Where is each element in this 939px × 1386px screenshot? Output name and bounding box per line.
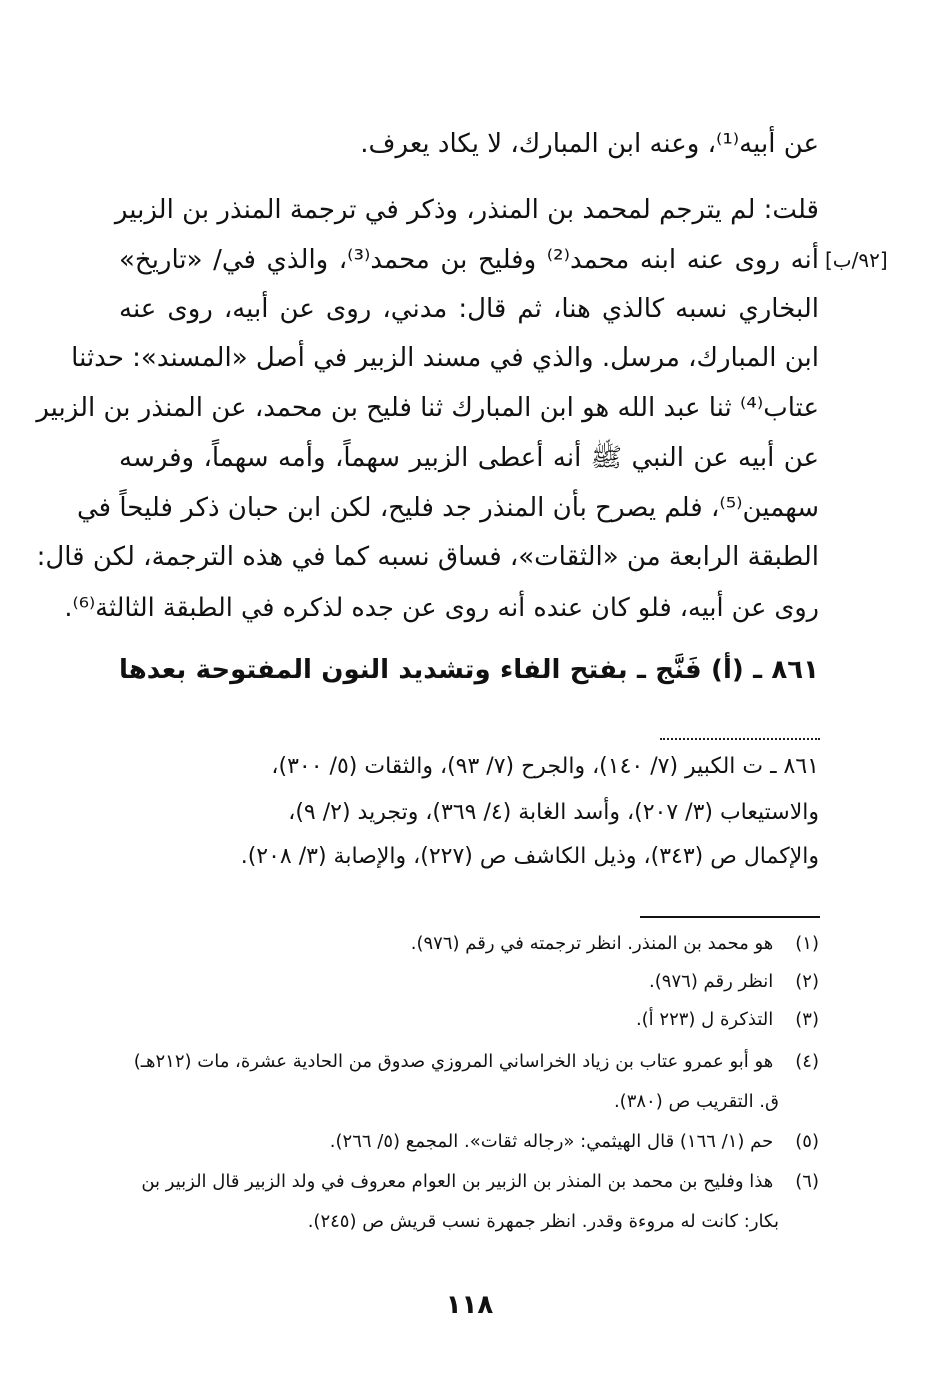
page-number: ١١٨ bbox=[445, 1290, 494, 1320]
main-text-line-8: سهمين⁽⁵⁾، فلم يصرح بأن المنذر جد فليح، لكن ابن حبان ذكر فليحاً في bbox=[77, 493, 819, 523]
main-text-line-5: ابن المبارك، مرسل. والذي في مسند الزبير في أصل «المسند»: حدثنا bbox=[71, 343, 819, 373]
main-text-line-4: البخاري نسبه كالذي هنا، ثم قال: مدني، روى عن أبيه، روى عنه bbox=[119, 294, 819, 324]
footnote-number: (٢) bbox=[795, 971, 819, 992]
footnote-text: هو أبو عمرو عتاب بن زياد الخراساني المروزي صدوق من الحادية عشرة، مات (٢١٢هـ) bbox=[133, 1051, 774, 1072]
footnote-text: حم (١/ ١٦٦) قال الهيثمي: «رجاله ثقات». المجمع (٥/ ٢٦٦). bbox=[329, 1131, 774, 1152]
footnote-rule bbox=[640, 916, 820, 918]
main-text-line-3-text: أنه روى عنه ابنه محمد⁽²⁾ وفليح بن محمد⁽³⁾، والذي في/ «تاريخ» bbox=[119, 245, 819, 275]
main-text-line-3 bbox=[119, 240, 888, 280]
footnote-number: (٤) bbox=[795, 1051, 819, 1072]
footnote-number: (٣) bbox=[795, 1009, 819, 1030]
footnote-6 bbox=[74, 1166, 819, 1198]
sources-line-1: ٨٦١ ـ ت الكبير (٧/ ١٤٠)، والجرح (٧/ ٩٣)، والثقات (٥/ ٣٠٠)، bbox=[271, 754, 819, 779]
main-text-line-7: عن أبيه عن النبي ﷺ أنه أعطى الزبير سهماً، وأمه سهماً، وفرسه bbox=[119, 443, 819, 473]
footnote-text: انظر رقم (٩٧٦). bbox=[649, 971, 774, 992]
footnote-6-continuation: بكار: كانت له مروءة وقدر. انظر جمهرة نسب قريش ص (٢٤٥). bbox=[307, 1211, 779, 1232]
main-text-line-2: قلت: لم يترجم لمحمد بن المنذر، وذكر في ترجمة المنذر بن الزبير bbox=[114, 195, 819, 225]
dotted-separator bbox=[660, 738, 820, 740]
main-text-line-6: عتاب⁽⁴⁾ ثنا عبد الله هو ابن المبارك ثنا فليح بن محمد، عن المنذر بن الزبير bbox=[36, 393, 819, 423]
main-text-line-10: روى عن أبيه، فلو كان عنده أنه روى عن جده لذكره في الطبقة الثالثة⁽⁶⁾. bbox=[64, 593, 819, 623]
footnote-text: هو محمد بن المنذر. انظر ترجمته في رقم (٩٧٦). bbox=[410, 933, 774, 954]
margin-folio-note: [٩٢/ب] bbox=[825, 248, 888, 272]
footnote-1 bbox=[74, 928, 819, 960]
footnote-text: هذا وفليح بن محمد بن المنذر بن الزبير بن العوام معروف في ولد الزبير قال الزبير بن bbox=[141, 1171, 774, 1192]
main-text-line-1: عن أبيه⁽¹⁾، وعنه ابن المبارك، لا يكاد يعرف. bbox=[360, 129, 819, 159]
footnote-4 bbox=[74, 1046, 819, 1078]
footnote-3 bbox=[74, 1004, 819, 1036]
footnote-2 bbox=[74, 966, 819, 998]
footnote-text: التذكرة ل (٢٢٣ أ). bbox=[635, 1009, 774, 1030]
footnote-number: (٥) bbox=[795, 1131, 819, 1152]
footnote-4-continuation: ق. التقريب ص (٣٨٠). bbox=[613, 1091, 779, 1112]
sources-line-2: والاستيعاب (٣/ ٢٠٧)، وأسد الغابة (٤/ ٣٦٩)، وتجريد (٢/ ٩)، bbox=[288, 800, 819, 825]
footnote-number: (٦) bbox=[795, 1171, 819, 1192]
sources-line-3: والإكمال ص (٣٤٣)، وذيل الكاشف ص (٢٢٧)، والإصابة (٣/ ٢٠٨). bbox=[240, 844, 819, 869]
entry-heading: ٨٦١ ـ (أ) فَنَّج ـ بفتح الفاء وتشديد النون المفتوحة بعدها bbox=[119, 655, 819, 685]
footnote-number: (١) bbox=[795, 933, 819, 954]
footnote-5 bbox=[74, 1126, 819, 1158]
main-text-line-9: الطبقة الرابعة من «الثقات»، فساق نسبه كما في هذه الترجمة، لكن قال: bbox=[36, 542, 819, 572]
